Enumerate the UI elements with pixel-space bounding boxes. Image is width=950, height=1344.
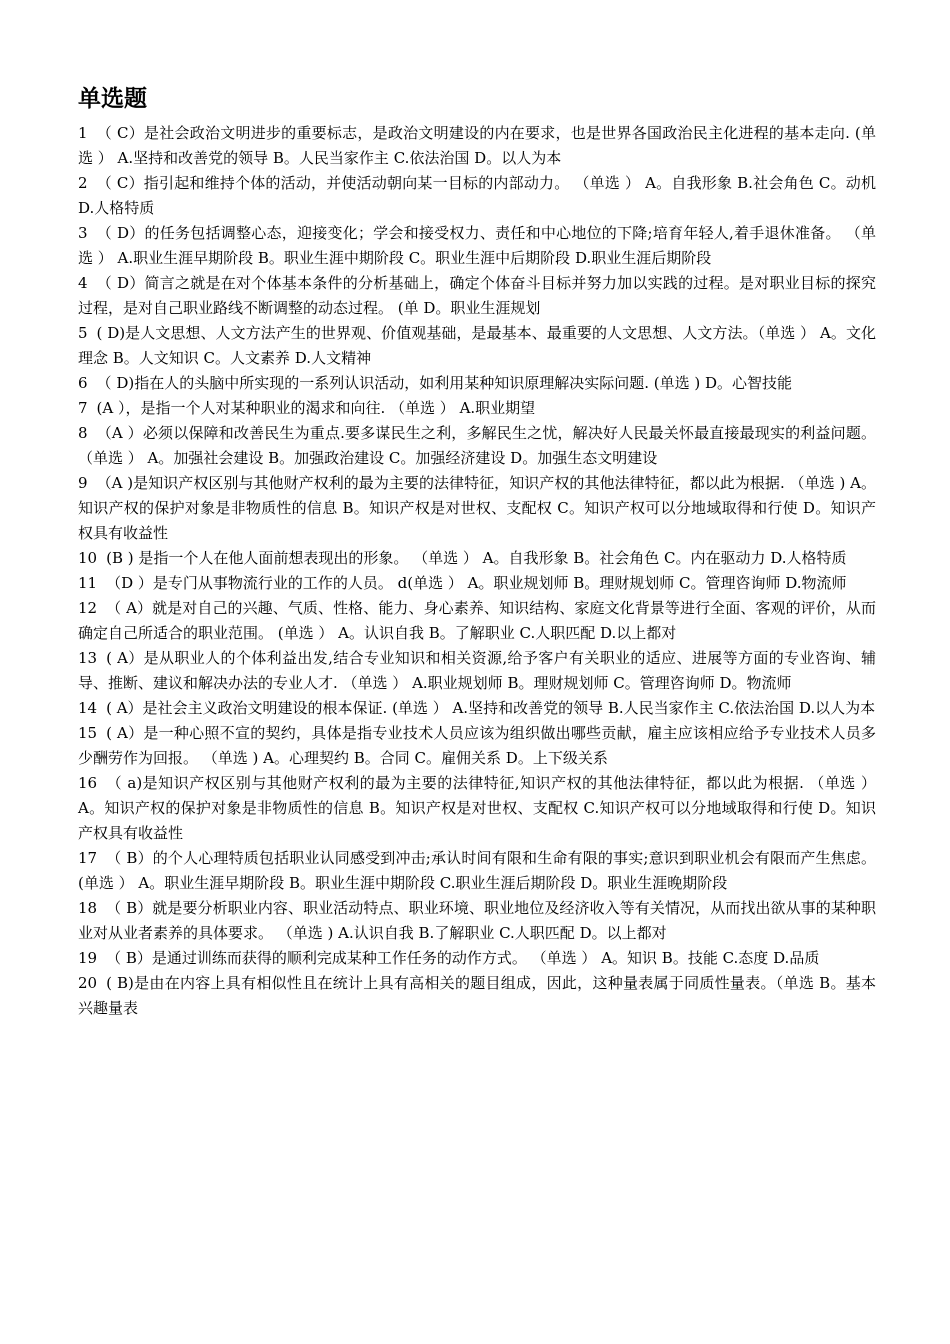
question-item: [78, 271, 876, 321]
question-number: 8: [78, 424, 88, 442]
question-text: （A ）必须以保障和改善民生为重点.要多谋民生之利，多解民生之忧，解决好人民最关怀最直接最现实的利益问题。 （单选 ） A。加强社会建设 B。加强政治建设 C。加强经济建设 D。加强生态文明建设: [78, 424, 876, 467]
question-text: （ B）的个人心理特质包括职业认同感受到冲击;承认时间有限和生命有限的事实;意识到职业机会有限而产生焦虑。 (单选 ） A。职业生涯早期阶段 B。职业生涯中期阶段 C.职业生涯后期阶段 D。职业生涯晚期阶段: [78, 849, 876, 892]
question-text: （ C）指引起和维持个体的活动，并使活动朝向某一目标的内部动力。 （单选 ） A。自我形象 B.社会角色 C。动机 D.人格特质: [78, 174, 876, 217]
question-item: [78, 171, 876, 221]
section-heading: 单选题: [78, 86, 147, 112]
question-text: (B ) 是指一个人在他人面前想表现出的形象。 （单选 ） A。自我形象 B。社会角色 C。内在驱动力 D.人格特质: [106, 549, 847, 567]
question-item: [78, 571, 876, 596]
question-text: （ D）简言之就是在对个体基本条件的分析基础上，确定个体奋斗目标并努力加以实践的过程。是对职业目标的探究过程，是对自己职业路线不断调整的动态过程。 (单 D。职业生涯规划: [78, 274, 876, 317]
question-item: [78, 321, 876, 371]
question-number: 2: [78, 174, 88, 192]
question-number: 14: [78, 699, 98, 717]
question-text: （ B）就是要分析职业内容、职业活动特点、职业环境、职业地位及经济收入等有关情况，从而找出欲从事的某种职业对从业者素养的具体要求。 （单选 ) A.认识自我 B.了解职业 C.人职匹配 D。以上都对: [78, 899, 876, 942]
question-item: [78, 421, 876, 471]
question-item: [78, 221, 876, 271]
question-number: 7: [78, 399, 88, 417]
question-item: [78, 596, 876, 646]
question-text: （ A）就是对自己的兴趣、气质、性格、能力、身心素养、知识结构、家庭文化背景等进行全面、客观的评价，从而确定自己所适合的职业范围。 (单选 ） A。认识自我 B。了解职业 C.人职匹配 D.以上都对: [78, 599, 876, 642]
question-number: 1: [78, 124, 88, 142]
question-number: 6: [78, 374, 88, 392]
question-number: 13: [78, 649, 98, 667]
question-number: 10: [78, 549, 98, 567]
question-item: [78, 546, 876, 571]
question-number: 18: [78, 899, 98, 917]
question-item: [78, 971, 876, 1021]
question-number: 12: [78, 599, 98, 617]
question-number: 19: [78, 949, 98, 967]
question-item: [78, 946, 876, 971]
question-item: [78, 846, 876, 896]
question-text: （D ）是专门从事物流行业的工作的人员。 d(单选 ） A。职业规划师 B。理财规划师 C。管理咨询师 D.物流师: [106, 574, 847, 592]
question-item: [78, 771, 876, 846]
question-number: 17: [78, 849, 98, 867]
question-text: (A ），是指一个人对某种职业的渴求和向往. （单选 ） A.职业期望: [96, 399, 536, 417]
document-page: [78, 84, 876, 1021]
question-text: （ D)指在人的头脑中所实现的一系列认识活动，如利用某种知识原理解决实际问题. (单选 ) D。心智技能: [96, 374, 793, 392]
question-number: 4: [78, 274, 88, 292]
question-number: 11: [78, 574, 98, 592]
question-item: [78, 721, 876, 771]
question-item: [78, 471, 876, 546]
question-item: [78, 371, 876, 396]
question-number: 16: [78, 774, 98, 792]
question-item: [78, 696, 876, 721]
question-text: ( A）是社会主义政治文明建设的根本保证. (单选 ） A.坚持和改善党的领导 B.人民当家作主 C.依法治国 D.以人为本: [106, 699, 876, 717]
question-text: （ B）是通过训练而获得的顺利完成某种工作任务的动作方式。 （单选 ） A。知识 B。技能 C.态度 D.品质: [106, 949, 820, 967]
question-number: 9: [78, 474, 88, 492]
question-item: [78, 896, 876, 946]
question-number: 5: [78, 324, 88, 342]
question-text: （ D）的任务包括调整心态，迎接变化；学会和接受权力、责任和中心地位的下降;培育年轻人,着手退休准备。 （单选 ） A.职业生涯早期阶段 B。职业生涯中期阶段 C。职业生涯中后期阶段 D.职业生涯后期阶段: [78, 224, 876, 267]
question-text: ( B)是由在内容上具有相似性且在统计上具有高相关的题目组成，因此，这种量表属于同质性量表。（单选 B。基本兴趣量表: [78, 974, 876, 1017]
question-number: 20: [78, 974, 98, 992]
question-text: （ a)是知识产权区别与其他财产权利的最为主要的法律特征,知识产权的其他法律特征，都以此为根据. （单选 ） A。知识产权的保护对象是非物质性的信息 B。知识产权是对世权、支配权 C.知识产权可以分地域取得和行使 D。知识产权具有收益性: [78, 774, 876, 842]
question-item: [78, 121, 876, 171]
question-text: （ C）是社会政治文明进步的重要标志，是政治文明建设的内在要求，也是世界各国政治民主化进程的基本走向. (单选 ） A.坚持和改善党的领导 B。人民当家作主 C.依法治国 D。以人为本: [78, 124, 876, 167]
question-item: [78, 396, 876, 421]
question-text: （A )是知识产权区别与其他财产权利的最为主要的法律特征，知识产权的其他法律特征，都以此为根据. （单选 ) A。知识产权的保护对象是非物质性的信息 B。知识产权是对世权、支配权 C。知识产权可以分地域取得和行使 D。知识产权具有收益性: [78, 474, 876, 542]
question-text: ( A）是一种心照不宣的契约，具体是指专业技术人员应该为组织做出哪些贡献，雇主应该相应给予专业技术人员多少酬劳作为回报。 （单选 ) A。心理契约 B。合同 C。雇佣关系 D。上下级关系: [78, 724, 876, 767]
question-text: ( D)是人文思想、人文方法产生的世界观、价值观基础，是最基本、最重要的人文思想、人文方法。（单选 ） A。文化理念 B。人文知识 C。人文素养 D.人文精神: [78, 324, 876, 367]
question-text: ( A）是从职业人的个体利益出发,结合专业知识和相关资源,给予客户有关职业的适应、进展等方面的专业咨询、辅导、推断、建议和解决办法的专业人才. （单选 ） A.职业规划师 B。理财规划师 C。管理咨询师 D。物流师: [78, 649, 876, 692]
question-number: 15: [78, 724, 98, 742]
question-list: [78, 121, 876, 1021]
question-number: 3: [78, 224, 88, 242]
question-item: [78, 646, 876, 696]
